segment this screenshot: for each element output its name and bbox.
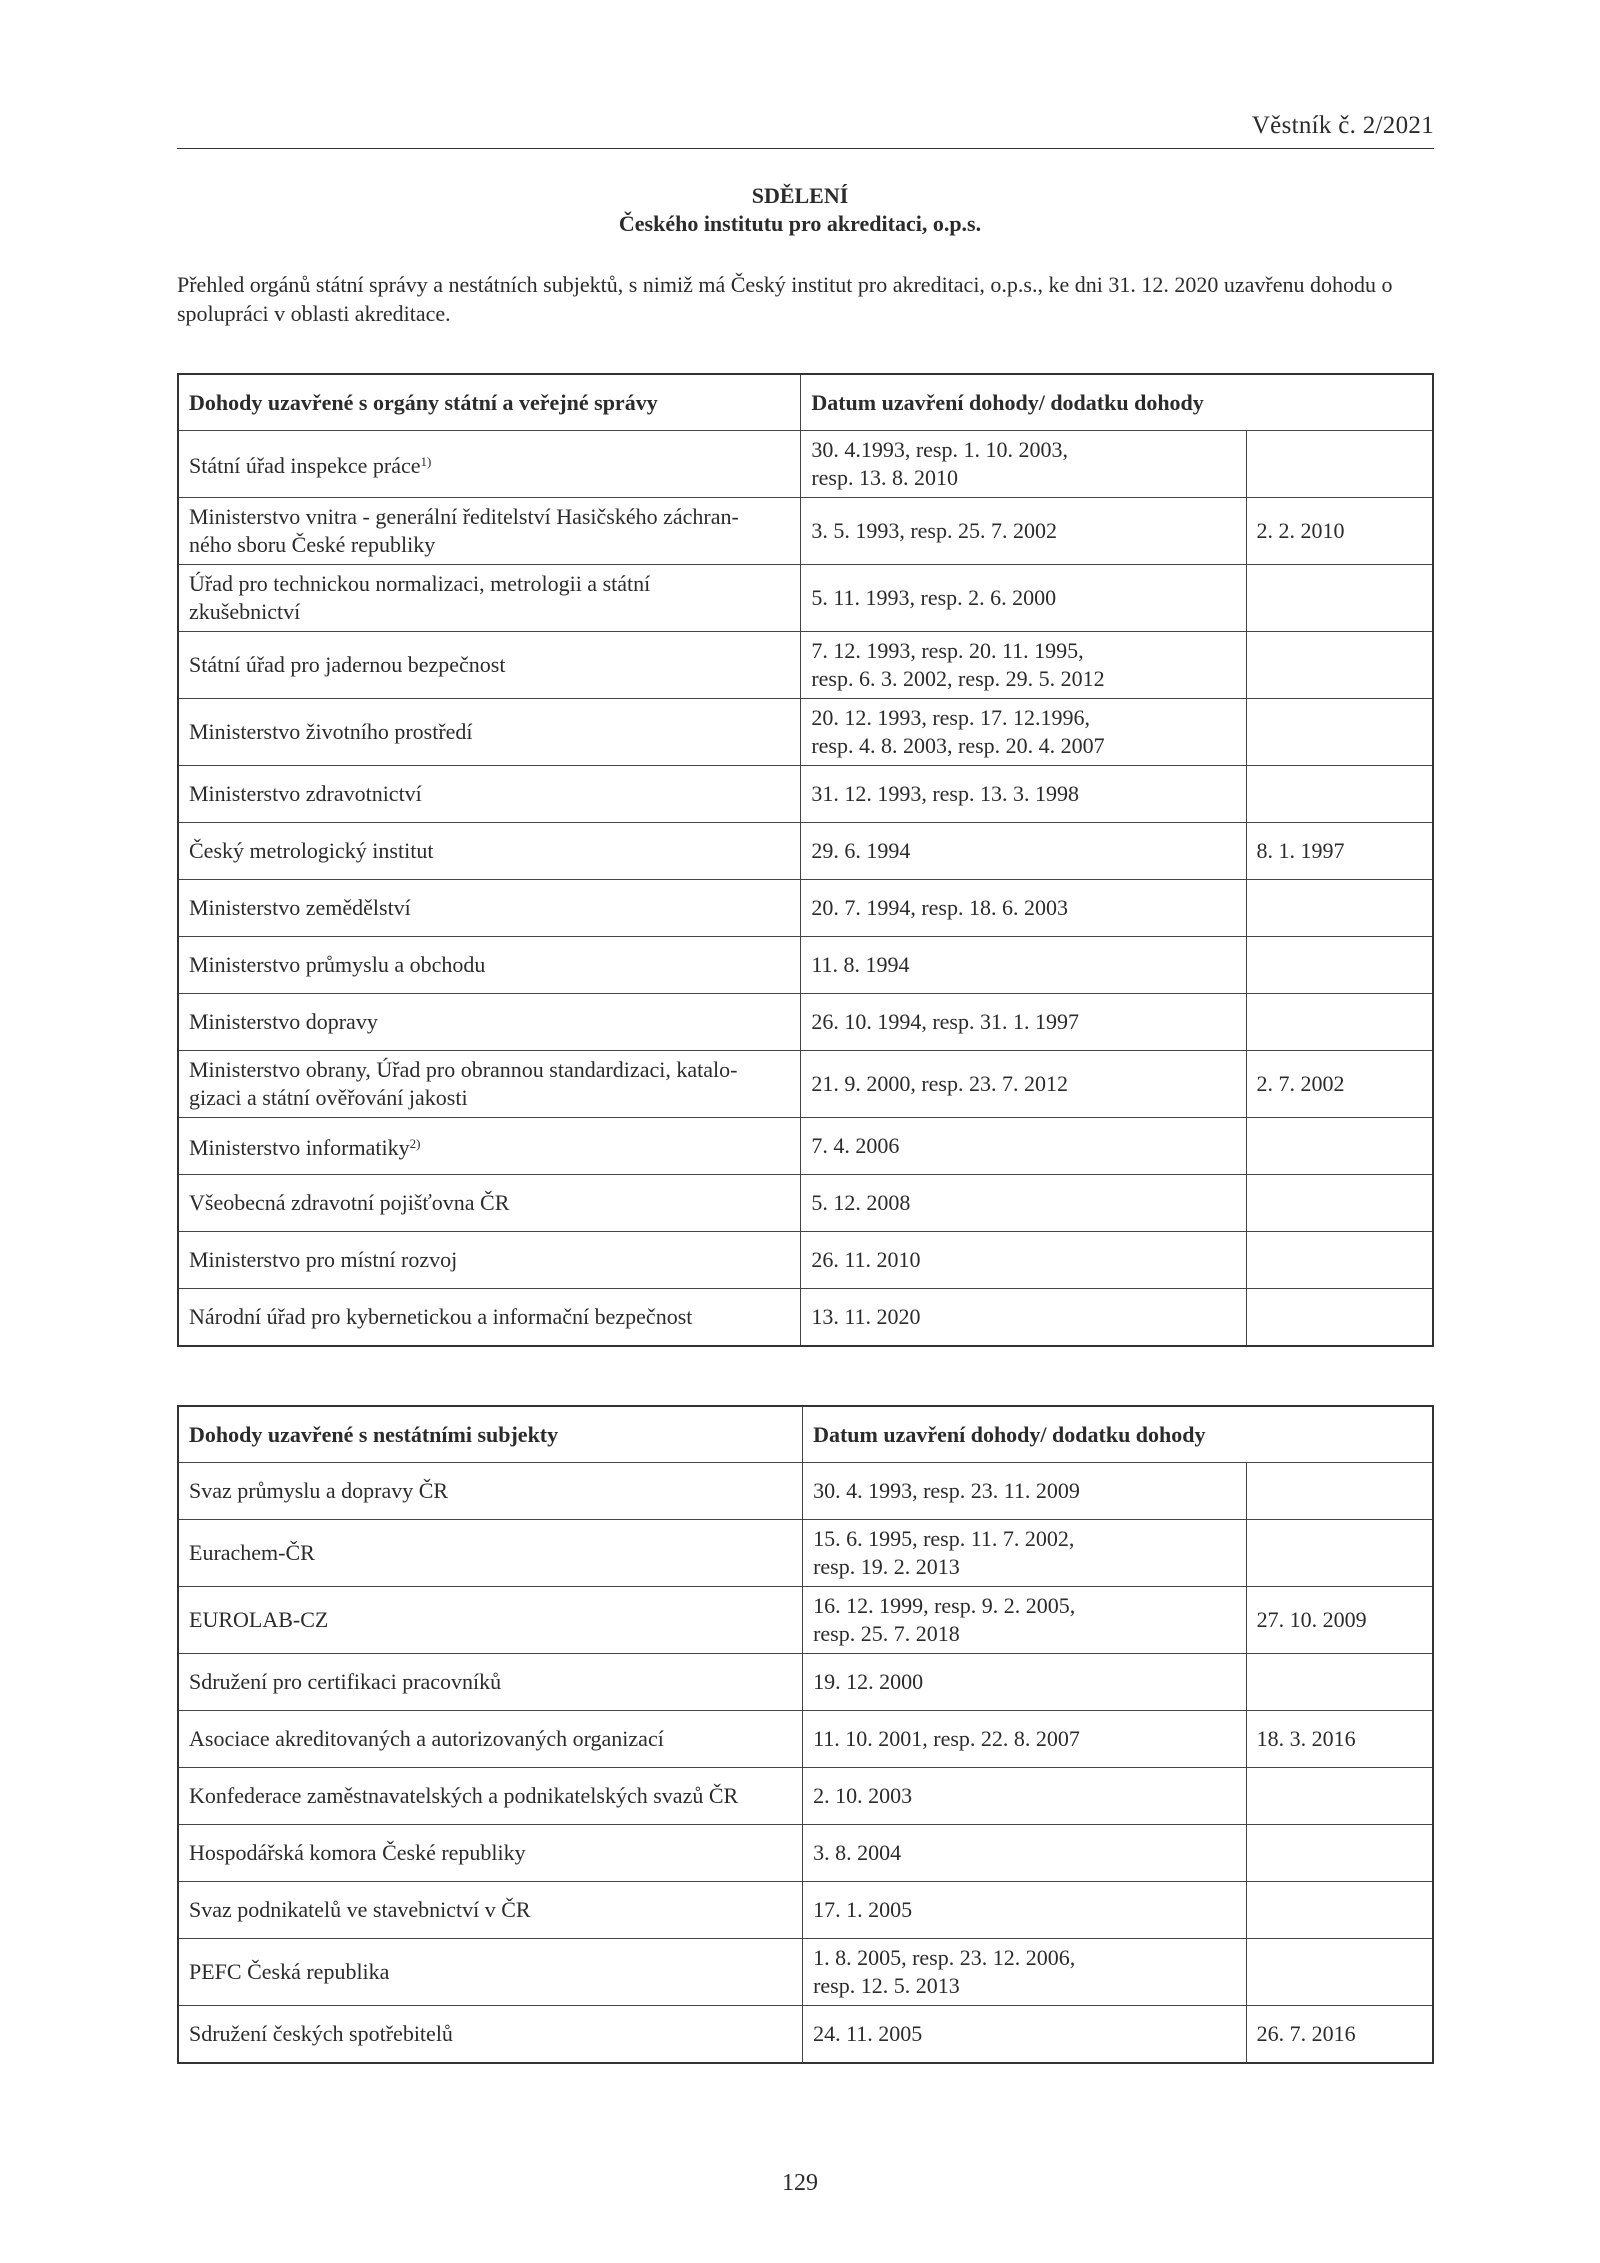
table-row	[178, 632, 1433, 699]
extra-date	[1246, 994, 1433, 1051]
org-name: Hospodářská komora České republiky	[178, 1825, 803, 1882]
org-name: PEFC Česká republika	[178, 1939, 803, 2006]
table-row	[178, 1768, 1433, 1825]
org-name: Ministerstvo zdravotnictví	[178, 766, 801, 823]
org-name: Ministerstvo vnitra - generální ředitelství Hasičského záchran- ného sboru České republiky	[178, 498, 801, 565]
agreement-date: 7. 4. 2006	[801, 1118, 1246, 1175]
table-row	[178, 431, 1433, 498]
agreement-date: 11. 8. 1994	[801, 937, 1246, 994]
table-header-row	[178, 1406, 1433, 1463]
extra-date	[1246, 1654, 1433, 1711]
org-name: Všeobecná zdravotní pojišťovna ČR	[178, 1175, 801, 1232]
intro-paragraph: Přehled orgánů státní správy a nestátních subjektů, s nimiž má Český institut pro akreditaci, o.p.s., ke dni 31. 12. 2020 uzavřenu dohodu o spolupráci v oblasti akreditace.	[177, 272, 1393, 326]
agreement-date: 21. 9. 2000, resp. 23. 7. 2012	[801, 1051, 1246, 1118]
table-row	[178, 1654, 1433, 1711]
table-row	[178, 1118, 1433, 1175]
page-number: 129	[782, 2170, 818, 2196]
footnote-marker: 1)	[420, 454, 432, 469]
agreement-date: 13. 11. 2020	[801, 1289, 1246, 1346]
org-name: Národní úřad pro kybernetickou a informační bezpečnost	[178, 1289, 801, 1346]
table-row	[178, 1711, 1433, 1768]
journal-issue: Věstník č. 2/2021	[1251, 112, 1434, 139]
page-header	[177, 112, 1434, 149]
extra-date	[1246, 1882, 1433, 1939]
agreement-date: 3. 8. 2004	[803, 1825, 1247, 1882]
agreement-date: 29. 6. 1994	[801, 823, 1246, 880]
table-row	[178, 1289, 1433, 1346]
agreement-date: 19. 12. 2000	[803, 1654, 1247, 1711]
table-row	[178, 937, 1433, 994]
org-name: Státní úřad inspekce práce$^{1)}$	[178, 431, 801, 498]
table-row	[178, 1939, 1433, 2006]
document-title	[0, 182, 1600, 238]
org-name: Ministerstvo zemědělství	[178, 880, 801, 937]
org-name: Asociace akreditovaných a autorizovaných organizací	[178, 1711, 803, 1768]
title-line-2: Českého institutu pro akreditaci, o.p.s.	[618, 211, 982, 236]
extra-date	[1246, 1520, 1433, 1587]
extra-date	[1246, 880, 1433, 937]
table-row	[178, 1587, 1433, 1654]
agreement-date: 11. 10. 2001, resp. 22. 8. 2007	[803, 1711, 1247, 1768]
extra-date: 2. 2. 2010	[1246, 498, 1433, 565]
extra-date	[1246, 565, 1433, 632]
agreement-date: 31. 12. 1993, resp. 13. 3. 1998	[801, 766, 1246, 823]
table-row	[178, 1520, 1433, 1587]
org-name: Ministerstvo obrany, Úřad pro obrannou standardizaci, katalo- gizaci a státní ověřování jakosti	[178, 1051, 801, 1118]
table-row	[178, 994, 1433, 1051]
extra-date	[1246, 431, 1433, 498]
table-row	[178, 1232, 1433, 1289]
extra-date: 8. 1. 1997	[1246, 823, 1433, 880]
table-row	[178, 2006, 1433, 2063]
table-row	[178, 766, 1433, 823]
private-agreements-table	[177, 1405, 1434, 2064]
extra-date	[1246, 699, 1433, 766]
org-name: Sdružení českých spotřebitelů	[178, 2006, 803, 2063]
agreement-date: 5. 11. 1993, resp. 2. 6. 2000	[801, 565, 1246, 632]
extra-date	[1246, 1175, 1433, 1232]
agreement-date: 16. 12. 1999, resp. 9. 2. 2005, resp. 25. 7. 2018	[803, 1587, 1247, 1654]
org-name: Eurachem-ČR	[178, 1520, 803, 1587]
org-name: Ministerstvo dopravy	[178, 994, 801, 1051]
table-row	[178, 498, 1433, 565]
extra-date	[1246, 1232, 1433, 1289]
column-header-date: Datum uzavření dohody/ dodatku dohody	[803, 1406, 1433, 1463]
agreement-date: 26. 10. 1994, resp. 31. 1. 1997	[801, 994, 1246, 1051]
table-row	[178, 565, 1433, 632]
org-name: Ministerstvo průmyslu a obchodu	[178, 937, 801, 994]
extra-date: 27. 10. 2009	[1246, 1587, 1433, 1654]
agreement-date: 30. 4. 1993, resp. 23. 11. 2009	[803, 1463, 1247, 1520]
org-name: Ministerstvo informatiky$^{2)}$	[178, 1118, 801, 1175]
table-row	[178, 1175, 1433, 1232]
table-header-row	[178, 374, 1433, 431]
table-row	[178, 823, 1433, 880]
extra-date: 26. 7. 2016	[1246, 2006, 1433, 2063]
org-name: Sdružení pro certifikaci pracovníků	[178, 1654, 803, 1711]
extra-date	[1246, 937, 1433, 994]
org-name: Konfederace zaměstnavatelských a podnikatelských svazů ČR	[178, 1768, 803, 1825]
agreement-date: 20. 7. 1994, resp. 18. 6. 2003	[801, 880, 1246, 937]
org-name: Ministerstvo pro místní rozvoj	[178, 1232, 801, 1289]
agreement-date: 1. 8. 2005, resp. 23. 12. 2006, resp. 12. 5. 2013	[803, 1939, 1247, 2006]
extra-date	[1246, 1939, 1433, 2006]
column-header-date: Datum uzavření dohody/ dodatku dohody	[801, 374, 1433, 431]
table-row	[178, 880, 1433, 937]
agreement-date: 7. 12. 1993, resp. 20. 11. 1995, resp. 6. 3. 2002, resp. 29. 5. 2012	[801, 632, 1246, 699]
state-agreements-table	[177, 373, 1434, 1347]
agreement-date: 3. 5. 1993, resp. 25. 7. 2002	[801, 498, 1246, 565]
table-row	[178, 1825, 1433, 1882]
extra-date	[1246, 1825, 1433, 1882]
table-row	[178, 1882, 1433, 1939]
org-name: Úřad pro technickou normalizaci, metrologii a státní zkušebnictví	[178, 565, 801, 632]
agreement-date: 26. 11. 2010	[801, 1232, 1246, 1289]
column-header-organization: Dohody uzavřené s orgány státní a veřejné správy	[178, 374, 801, 431]
extra-date	[1246, 632, 1433, 699]
extra-date	[1246, 766, 1433, 823]
agreement-date: 5. 12. 2008	[801, 1175, 1246, 1232]
extra-date	[1246, 1463, 1433, 1520]
org-name: Český metrologický institut	[178, 823, 801, 880]
agreement-date: 30. 4.1993, resp. 1. 10. 2003, resp. 13. 8. 2010	[801, 431, 1246, 498]
column-header-organization: Dohody uzavřené s nestátními subjekty	[178, 1406, 803, 1463]
org-name: Ministerstvo životního prostředí	[178, 699, 801, 766]
table-row	[178, 699, 1433, 766]
agreement-date: 20. 12. 1993, resp. 17. 12.1996, resp. 4. 8. 2003, resp. 20. 4. 2007	[801, 699, 1246, 766]
extra-date	[1246, 1768, 1433, 1825]
org-name: Svaz podnikatelů ve stavebnictví v ČR	[178, 1882, 803, 1939]
agreement-date: 2. 10. 2003	[803, 1768, 1247, 1825]
org-name: Svaz průmyslu a dopravy ČR	[178, 1463, 803, 1520]
extra-date	[1246, 1118, 1433, 1175]
agreement-date: 17. 1. 2005	[803, 1882, 1247, 1939]
table-row	[178, 1051, 1433, 1118]
table-row	[178, 1463, 1433, 1520]
org-name: EUROLAB-CZ	[178, 1587, 803, 1654]
extra-date	[1246, 1289, 1433, 1346]
footnote-marker: 2)	[409, 1136, 421, 1151]
agreement-date: 24. 11. 2005	[803, 2006, 1247, 2063]
org-name: Státní úřad pro jadernou bezpečnost	[178, 632, 801, 699]
title-line-1: SDĚLENÍ	[751, 183, 849, 208]
agreement-date: 15. 6. 1995, resp. 11. 7. 2002, resp. 19. 2. 2013	[803, 1520, 1247, 1587]
extra-date: 2. 7. 2002	[1246, 1051, 1433, 1118]
extra-date: 18. 3. 2016	[1246, 1711, 1433, 1768]
